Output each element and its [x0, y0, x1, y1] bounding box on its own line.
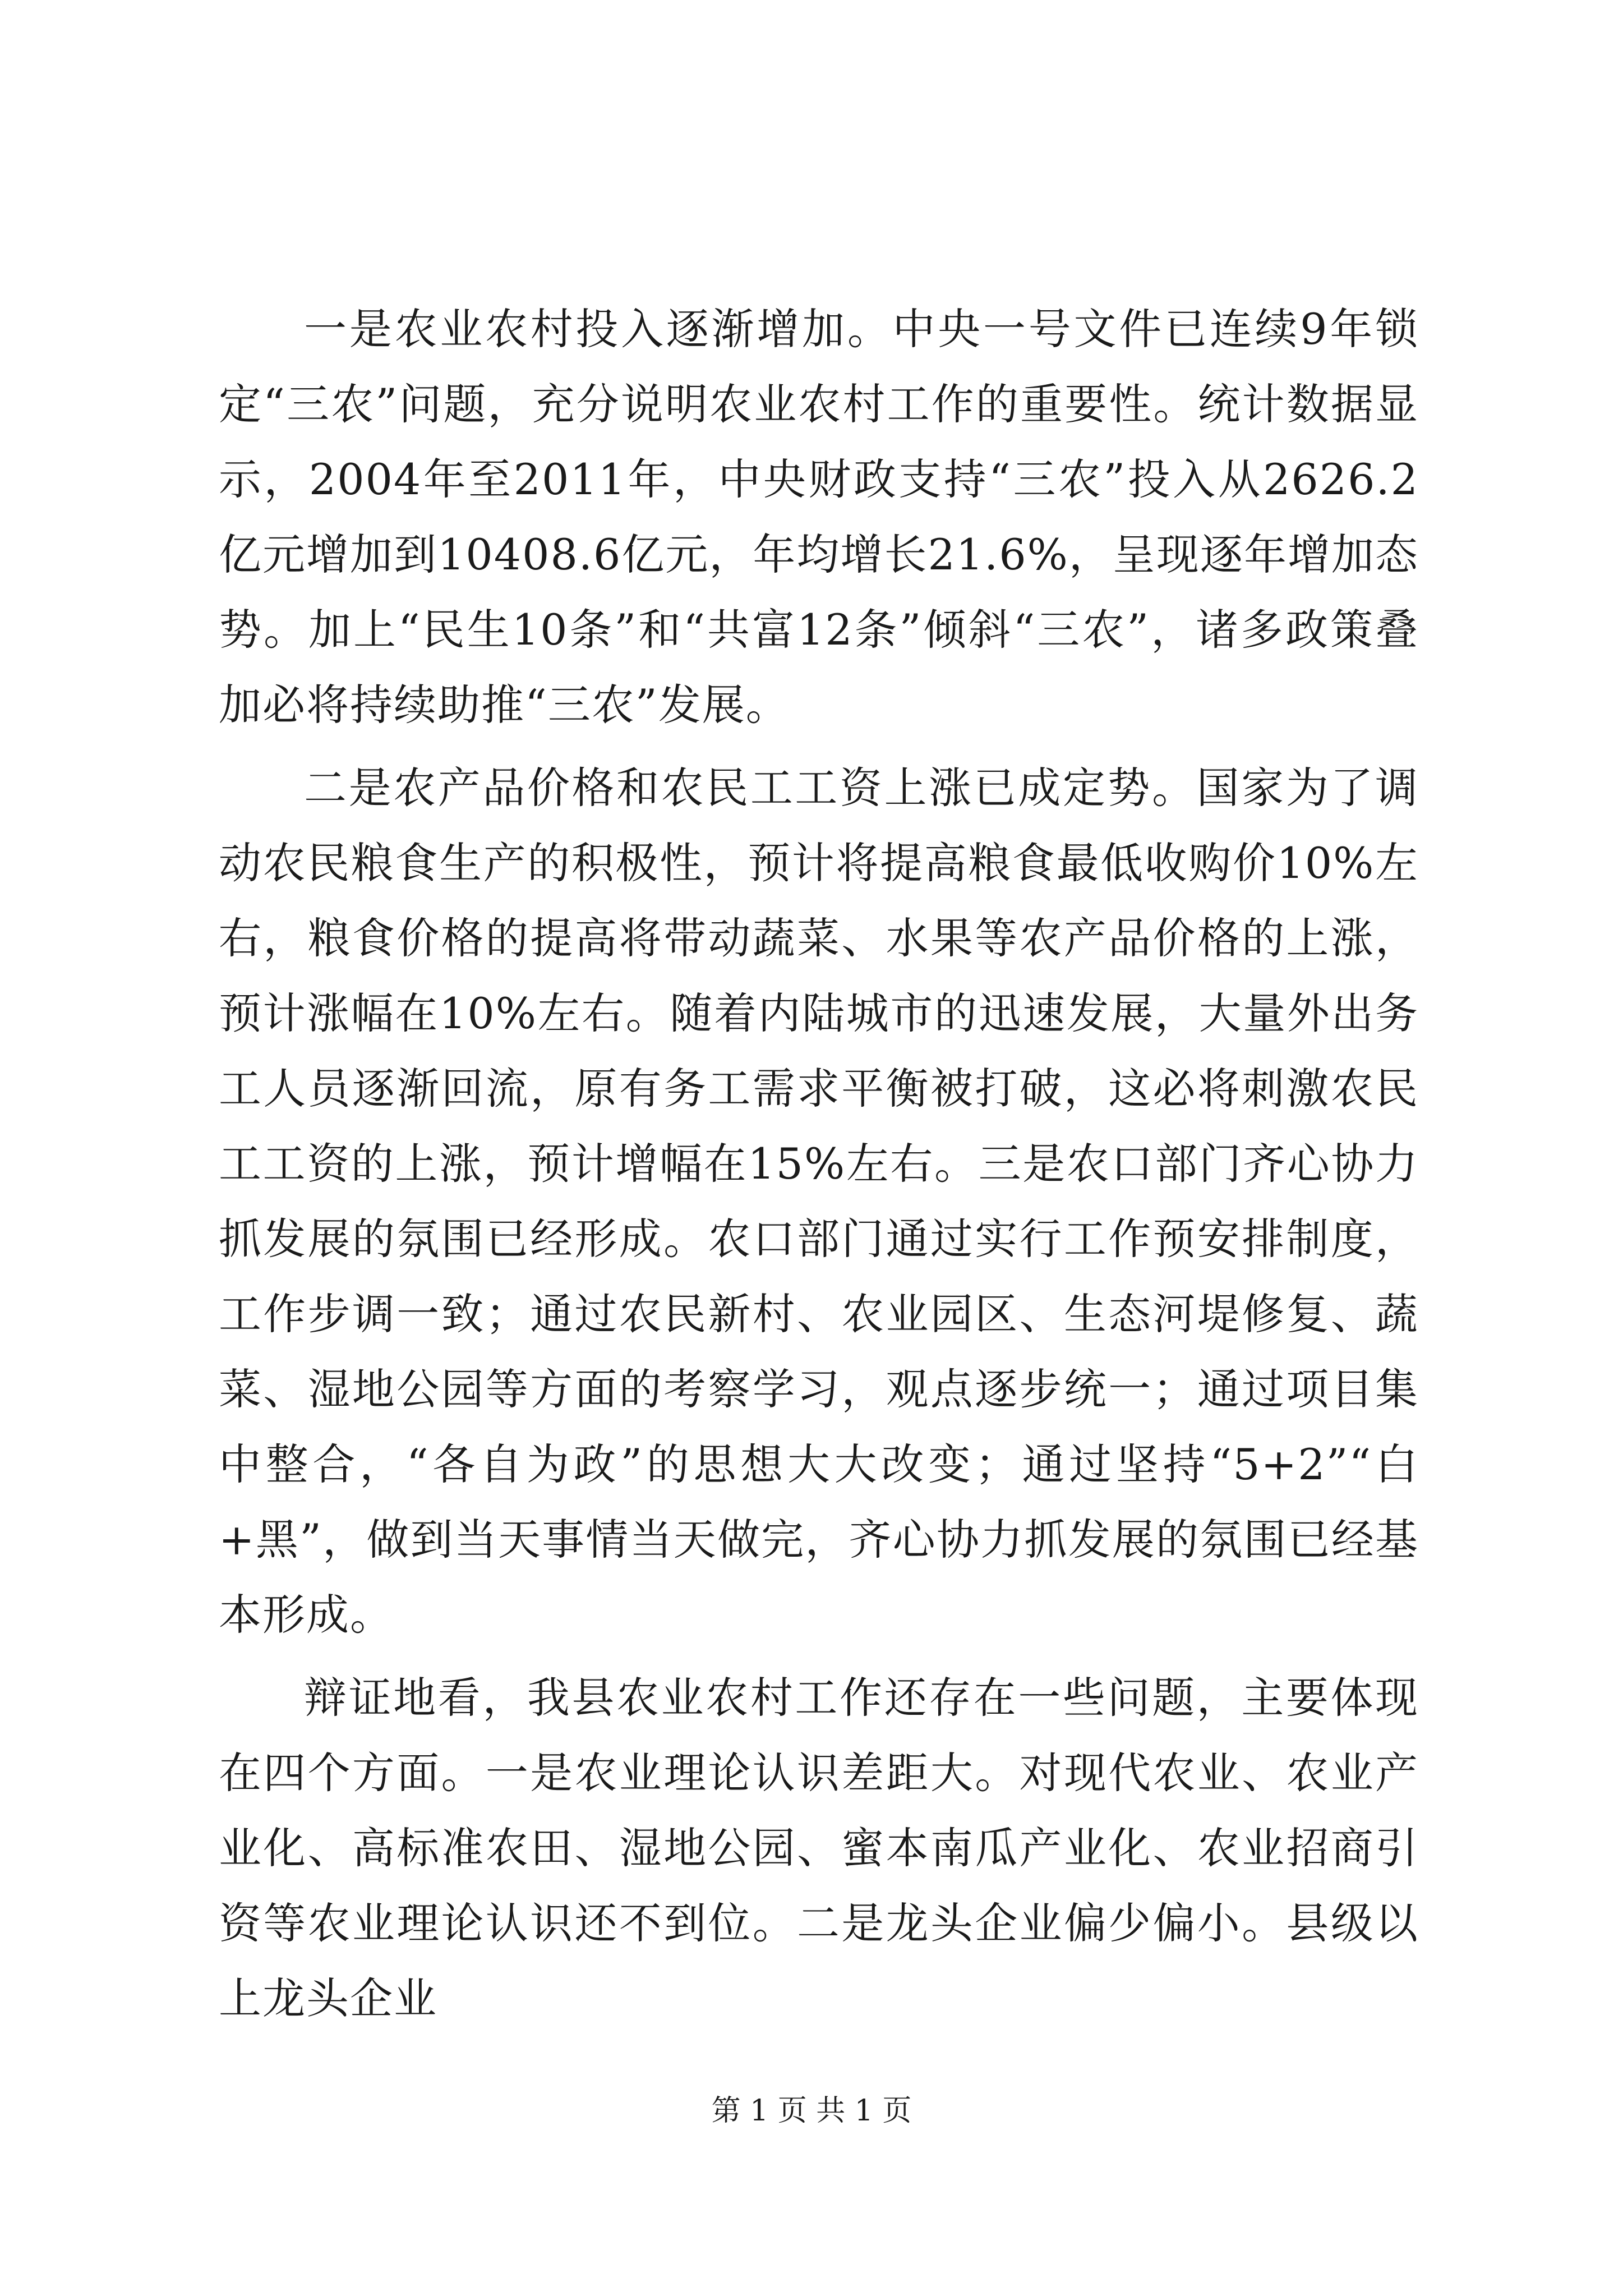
paragraph-1: 一是农业农村投入逐渐增加。中央一号文件已连续9年锁定“三农”问题，充分说明农业农村工作的重要性。统计数据显示，2004年至2011年，中央财政支持“三农”投入从2626.2亿元增加到10408.6亿元，年均增长21.6%，呈现逐年增加态势。加上“民生10条”和“共富12条”倾斜“三农”，诸多政策叠加必将持续助推“三农”发展。	[219, 304, 1419, 730]
paragraph-2: 二是农产品价格和农民工工资上涨已成定势。国家为了调动农民粮食生产的积极性，预计将提高粮食最低收购价10%左右，粮食价格的提高将带动蔬菜、水果等农产品价格的上涨，预计涨幅在10%左右。随着内陆城市的迅速发展，大量外出务工人员逐渐回流，原有务工需求平衡被打破，这必将刺激农民工工资的上涨，预计增幅在15%左右。三是农口部门齐心协力抓发展的氛围已经形成。农口部门通过实行工作预安排制度，工作步调一致；通过农民新村、农业园区、生态河堤修复、蔬菜、湿地公园等方面的考察学习，观点逐步统一；通过项目集中整合，“各自为政”的思想大大改变；通过坚持“5+2”“白+黑”，做到当天事情当天做完，齐心协力抓发展的氛围已经基本形成。	[219, 763, 1419, 1640]
paragraph-3: 辩证地看，我县农业农村工作还存在一些问题，主要体现在四个方面。一是农业理论认识差距大。对现代农业、农业产业化、高标准农田、湿地公园、蜜本南瓜产业化、农业招商引资等农业理论认识还不到位。二是龙头企业偏少偏小。县级以上龙头企业	[219, 1673, 1419, 2023]
document-body	[219, 292, 1419, 2036]
page-footer: 第 1 页 共 1 页	[711, 2094, 912, 2128]
